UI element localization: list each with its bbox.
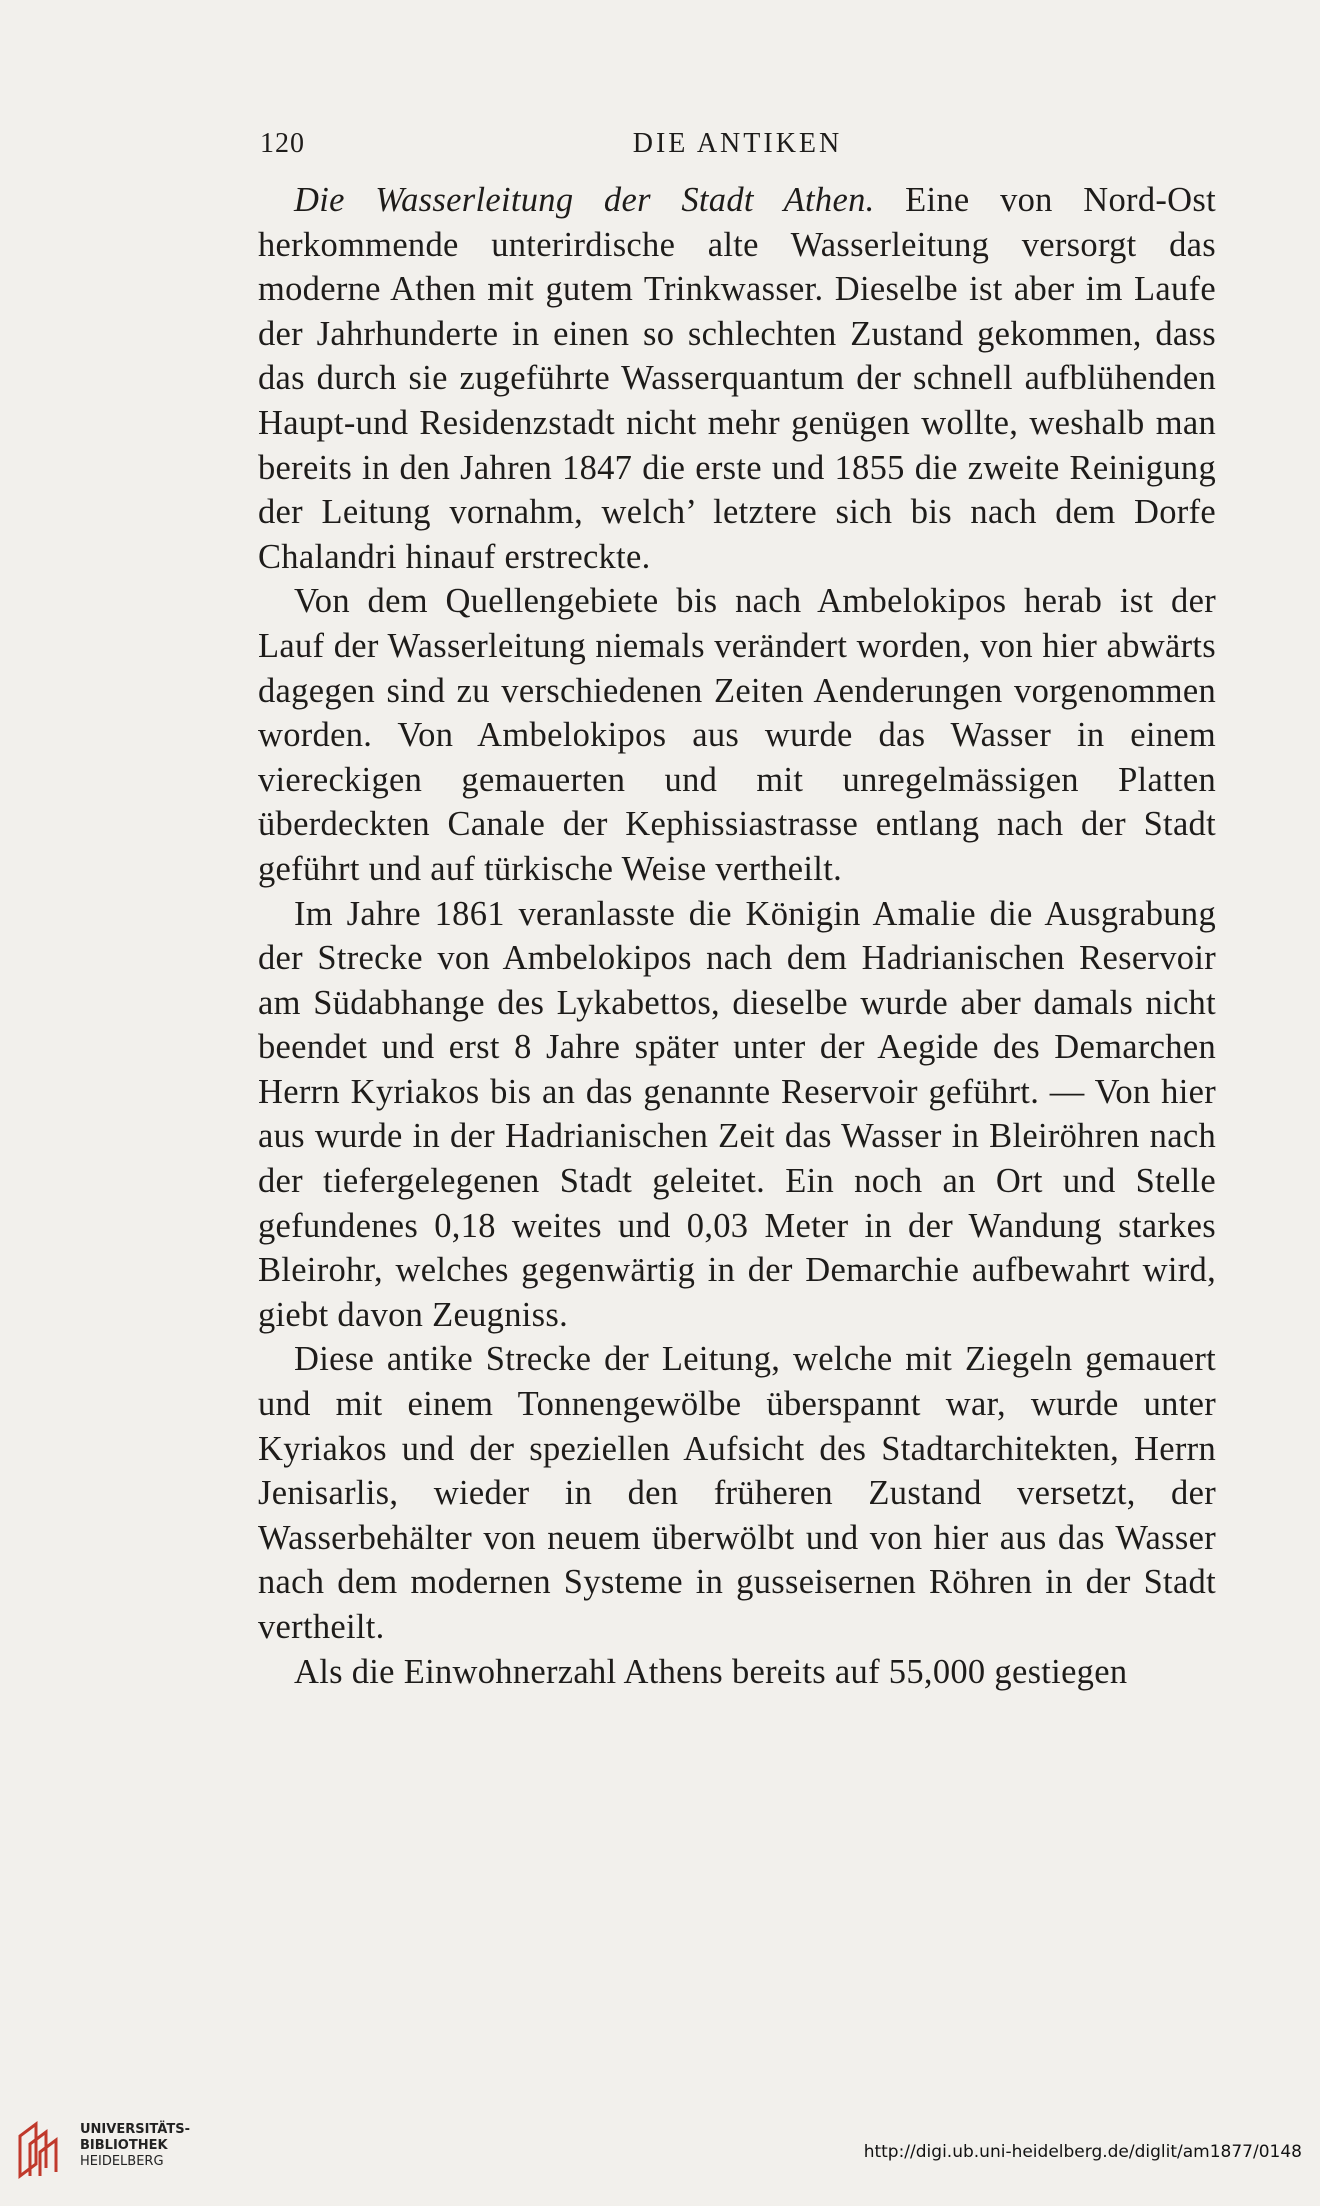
section-heading: Die Wasserleitung der Stadt Athen. <box>294 181 875 219</box>
library-line-2: BIBLIOTHEK <box>80 2138 168 2153</box>
running-header <box>260 128 1215 168</box>
page-number: 120 <box>260 128 305 159</box>
body-text <box>258 178 1216 1694</box>
footer <box>0 2108 1320 2206</box>
paragraph-1-text: Eine von Nord-Ost herkommende unterirdische alte Wasserleitung versorgt das moderne Athen mit gutem Trinkwasser. Dieselbe ist aber im Laufe der Jahrhunderte in einen so schlechten Zustand gekommen, dass das durch sie zugeführte Wasserquantum der schnell aufblühenden Haupt-und Residenzstadt nicht mehr genügen wollte, weshalb man bereits in den Jahren 1847 die erste und 1855 die zweite Reinigung der Leitung vornahm, welch’ letztere sich bis nach dem Dorfe Chalandri hinauf erstreckte. <box>258 181 1216 576</box>
paragraph-3: Im Jahre 1861 veranlasste die Königin Amalie die Ausgrabung der Strecke von Ambelokipos nach dem Hadrianischen Reservoir am Südabhange des Lykabettos, dieselbe wurde aber damals nicht beendet und erst 8 Jahre später unter der Aegide des Demarchen Herrn Kyriakos bis an das genannte Reservoir geführt. — Von hier aus wurde in der Hadrianischen Zeit das Wasser in Bleiröhren nach der tiefergelegenen Stadt geleitet. Ein noch an Ort und Stelle gefundenes 0,18 weites und 0,03 Meter in der Wandung starkes Bleirohr, welches gegenwärtig in der Demarchie aufbewahrt wird, giebt davon Zeugniss. <box>258 894 1216 1334</box>
library-logo-icon <box>14 2118 72 2180</box>
paragraph-1 <box>258 178 1216 579</box>
library-line-3: HEIDELBERG <box>80 2154 164 2169</box>
paragraph-2: Von dem Quellengebiete bis nach Ambelokipos herab ist der Lauf der Wasserleitung niemals verändert worden, von hier abwärts dagegen sind zu verschiedenen Zeiten Aenderungen vorgenommen worden. Von Ambelokipos aus wurde das Wasser in einem viereckigen gemauerten und mit unregelmässigen Platten überdeckten Canale der Kephissiastrasse entlang nach der Stadt geführt und auf türkische Weise vertheilt. <box>258 582 1216 888</box>
library-name <box>80 2122 190 2170</box>
source-url-link[interactable]: http://digi.ub.uni-heidelberg.de/diglit/am1877/0148 <box>863 2142 1302 2162</box>
paragraph-5: Als die Einwohnerzahl Athens bereits auf 55,000 gestiegen <box>294 1652 1128 1691</box>
running-title: DIE ANTIKEN <box>632 128 843 159</box>
paragraph-4: Diese antike Strecke der Leitung, welche mit Ziegeln gemauert und mit einem Tonnengewölbe überspannt war, wurde unter Kyriakos und der speziellen Aufsicht des Stadtarchitekten, Herrn Jenisarlis, wieder in den früheren Zustand versetzt, der Wasserbehälter von neuem überwölbt und von hier aus das Wasser nach dem modernen Systeme in gusseisernen Röhren in der Stadt vertheilt. <box>258 1340 1216 1646</box>
library-line-1: UNIVERSITÄTS- <box>80 2122 190 2137</box>
